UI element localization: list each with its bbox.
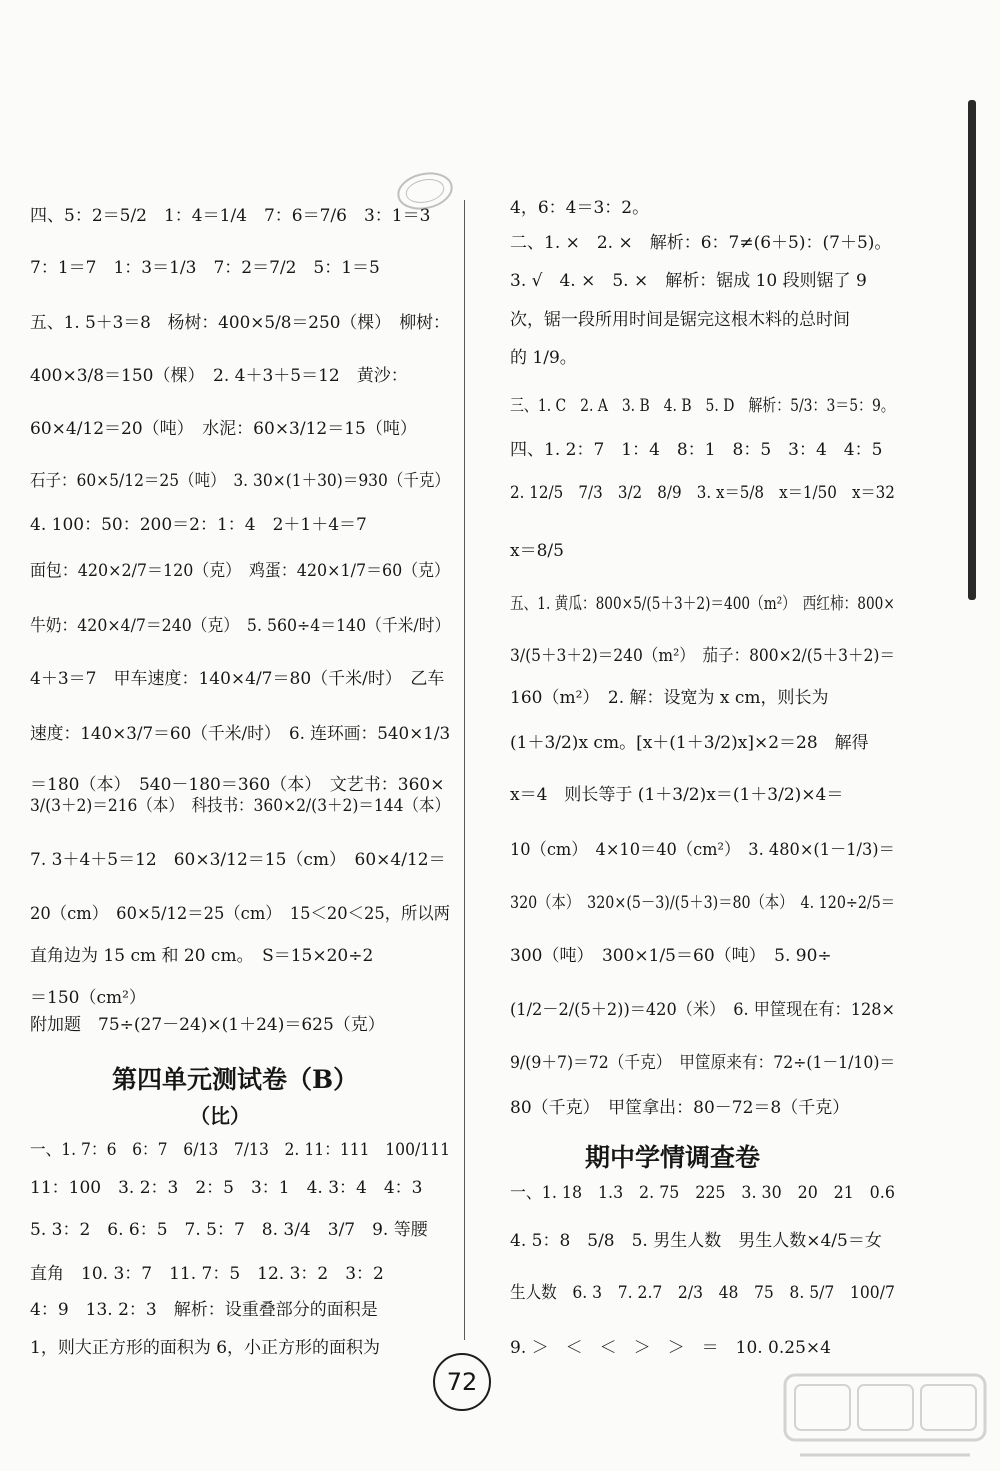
section-b-subtitle: （比）	[190, 1104, 250, 1128]
answer-line: 一、1. 7：6 6：7 6/13 7/13 2. 11：111 100/111	[30, 1140, 451, 1160]
answer-line: 4. 100：50：200＝2：1：4 2＋1＋4＝7	[30, 515, 367, 535]
answer-line: 4. 5：8 5/8 5. 男生人数 男生人数×4/5＝女	[510, 1231, 882, 1251]
answer-line: 1，则大正方形的面积为 6，小正方形的面积为	[30, 1338, 381, 1358]
answer-line: 的 1/9。	[510, 348, 577, 368]
answer-line: 3/(3＋2)＝216（本） 科技书：360×2/(3＋2)＝144（本）	[30, 796, 450, 816]
midterm-title: 期中学情调查卷	[585, 1143, 761, 1172]
answer-line: 3. √ 4. × 5. × 解析：锯成 10 段则锯了 9	[510, 271, 867, 291]
answer-line: 生人数 6. 3 7. 2.7 2/3 48 75 8. 5/7 100/7	[510, 1283, 895, 1303]
answer-line: ＝180（本） 540－180＝360（本） 文艺书：360×	[30, 775, 445, 795]
answer-line: 300（吨） 300×1/5＝60（吨） 5. 90÷	[510, 946, 832, 966]
answer-line: 直角边为 15 cm 和 20 cm。 S＝15×20÷2	[30, 946, 374, 966]
answer-line: 4：9 13. 2：3 解析：设重叠部分的面积是	[30, 1300, 378, 1320]
answer-line: 160（m²） 2. 解：设宽为 x cm，则长为	[510, 688, 829, 708]
answer-line: 5. 3：2 6. 6：5 7. 5：7 8. 3/4 3/7 9. 等腰	[30, 1220, 428, 1240]
answer-line: 80（千克） 甲筐拿出：80－72＝8（千克）	[510, 1098, 850, 1118]
answer-line: 11：100 3. 2：3 2：5 3：1 4. 3：4 4：3	[30, 1178, 423, 1198]
watermark-logo	[780, 1370, 990, 1465]
answer-line: 60×4/12＝20（吨） 水泥：60×3/12＝15（吨）	[30, 419, 417, 439]
page-number-text: 72	[446, 1368, 478, 1396]
answer-line: 4＋3＝7 甲车速度：140×4/7＝80（千米/时） 乙车	[30, 669, 445, 689]
answer-line: (1＋3/2)x cm。[x＋(1＋3/2)x]×2＝28 解得	[510, 733, 869, 753]
answer-line: x＝4 则长等于 (1＋3/2)x＝(1＋3/2)×4＝	[510, 785, 844, 805]
answer-line: 20（cm） 60×5/12＝25（cm） 15＜20＜25，所以两	[30, 904, 450, 924]
answer-line: 3/(5＋3＋2)＝240（m²） 茄子：800×2/(5＋3＋2)＝	[510, 646, 895, 666]
answer-line: 7：1＝7 1：3＝1/3 7：2＝7/2 5：1＝5	[30, 258, 380, 278]
bonus-question: 附加题 75÷(27－24)×(1＋24)＝625（克）	[30, 1015, 385, 1035]
answer-line: 9. ＞ ＜ ＜ ＞ ＞ ＝ 10. 0.25×4	[510, 1338, 831, 1358]
answer-line: 五、1. 5＋3＝8 杨树：400×5/8＝250（棵） 柳树：	[30, 313, 450, 333]
answer-line: 速度：140×3/7＝60（千米/时） 6. 连环画：540×1/3	[30, 724, 451, 744]
answer-line: 400×3/8＝150（棵） 2. 4＋3＋5＝12 黄沙：	[30, 366, 408, 386]
answer-line: 四、5：2＝5/2 1：4＝1/4 7：6＝7/6 3：1＝3	[30, 206, 431, 226]
answer-line: 7. 3＋4＋5＝12 60×3/12＝15（cm） 60×4/12＝	[30, 850, 446, 870]
answer-line: (1/2－2/(5＋2))＝420（米） 6. 甲筐现在有：128×	[510, 1000, 896, 1020]
answer-line: 4，6：4＝3：2。	[510, 198, 650, 218]
answer-line: 石子：60×5/12＝25（吨） 3. 30×(1＋30)＝930（千克）	[30, 471, 450, 491]
answer-line: 2. 12/5 7/3 3/2 8/9 3. x＝5/8 x＝1/50 x＝32	[510, 483, 895, 503]
page-number	[433, 1353, 491, 1411]
answer-line: 直角 10. 3：7 11. 7：5 12. 3：2 3：2	[30, 1264, 384, 1284]
answer-line: 三、1. C 2. A 3. B 4. B 5. D 解析：5/3：3＝5：9。	[510, 396, 895, 416]
answer-line: 10（cm） 4×10＝40（cm²） 3. 480×(1－1/3)＝	[510, 840, 895, 860]
answer-line: x＝8/5	[510, 541, 564, 561]
answer-line: 牛奶：420×4/7＝240（克） 5. 560÷4＝140（千米/时）	[30, 616, 451, 636]
answer-line: ＝150（cm²）	[30, 988, 146, 1008]
answer-line: 五、1. 黄瓜：800×5/(5＋3＋2)＝400（m²） 西红柿：800×	[510, 594, 895, 614]
section-b-title: 第四单元测试卷（B）	[112, 1065, 359, 1094]
answer-line: 四、1. 2：7 1：4 8：1 8：5 3：4 4：5	[510, 440, 883, 460]
answer-line: 次，锯一段所用时间是锯完这根木料的总时间	[510, 310, 850, 330]
answer-line: 二、1. × 2. × 解析：6：7≠(6＋5)：(7＋5)。	[510, 233, 892, 253]
scan-edge-shadow	[968, 100, 976, 600]
answer-line: 9/(9＋7)＝72（千克） 甲筐原来有：72÷(1－1/10)＝	[510, 1053, 896, 1073]
answer-line: 320（本） 320×(5－3)/(5＋3)＝80（本） 4. 120÷2/5＝	[510, 893, 896, 913]
answer-line: 面包：420×2/7＝120（克） 鸡蛋：420×1/7＝60（克）	[30, 561, 450, 581]
column-divider	[464, 200, 465, 1340]
answer-line: 一、1. 18 1.3 2. 75 225 3. 30 20 21 0.6	[510, 1183, 895, 1203]
